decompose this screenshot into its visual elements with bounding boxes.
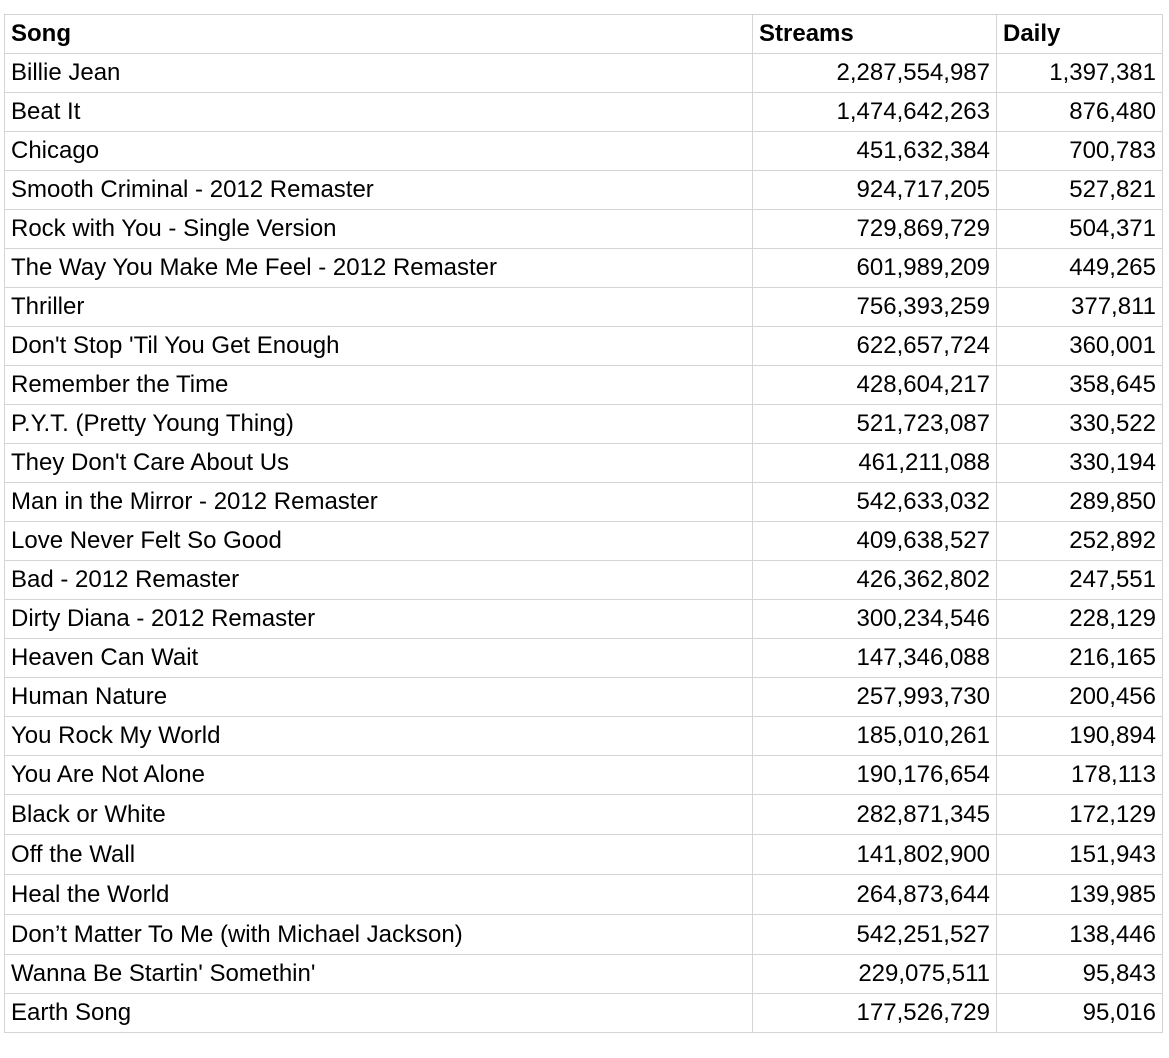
table-row: [5, 717, 1163, 756]
cell-song[interactable]: Earth Song: [5, 994, 753, 1033]
cell-song[interactable]: Beat It: [5, 93, 753, 132]
cell-streams[interactable]: 409,638,527: [753, 522, 997, 561]
cell-song[interactable]: Dirty Diana - 2012 Remaster: [5, 600, 753, 639]
cell-song[interactable]: They Don't Care About Us: [5, 444, 753, 483]
cell-daily[interactable]: 358,645: [997, 366, 1163, 405]
cell-streams[interactable]: 542,633,032: [753, 483, 997, 522]
table-row: [5, 444, 1163, 483]
cell-daily[interactable]: 247,551: [997, 561, 1163, 600]
cell-daily[interactable]: 95,843: [997, 955, 1163, 994]
cell-daily[interactable]: 252,892: [997, 522, 1163, 561]
cell-daily[interactable]: 139,985: [997, 875, 1163, 915]
cell-daily[interactable]: 360,001: [997, 327, 1163, 366]
table-row: [5, 678, 1163, 717]
cell-song[interactable]: Rock with You - Single Version: [5, 210, 753, 249]
cell-streams[interactable]: 1,474,642,263: [753, 93, 997, 132]
cell-song[interactable]: Don't Stop 'Til You Get Enough: [5, 327, 753, 366]
cell-daily[interactable]: 876,480: [997, 93, 1163, 132]
cell-streams[interactable]: 622,657,724: [753, 327, 997, 366]
table-row: [5, 171, 1163, 210]
cell-streams[interactable]: 451,632,384: [753, 132, 997, 171]
cell-daily[interactable]: 138,446: [997, 915, 1163, 955]
cell-streams[interactable]: 426,362,802: [753, 561, 997, 600]
cell-song[interactable]: Remember the Time: [5, 366, 753, 405]
header-streams[interactable]: Streams: [753, 15, 997, 54]
cell-daily[interactable]: 216,165: [997, 639, 1163, 678]
table-row: [5, 327, 1163, 366]
cell-streams[interactable]: 141,802,900: [753, 835, 997, 875]
table-row: [5, 835, 1163, 875]
cell-daily[interactable]: 200,456: [997, 678, 1163, 717]
table-row: [5, 955, 1163, 994]
cell-daily[interactable]: 95,016: [997, 994, 1163, 1033]
cell-song[interactable]: Human Nature: [5, 678, 753, 717]
cell-song[interactable]: You Rock My World: [5, 717, 753, 756]
cell-streams[interactable]: 542,251,527: [753, 915, 997, 955]
cell-streams[interactable]: 461,211,088: [753, 444, 997, 483]
cell-song[interactable]: Don’t Matter To Me (with Michael Jackson): [5, 915, 753, 955]
table-row: [5, 522, 1163, 561]
cell-song[interactable]: Bad - 2012 Remaster: [5, 561, 753, 600]
cell-daily[interactable]: 190,894: [997, 717, 1163, 756]
cell-daily[interactable]: 172,129: [997, 795, 1163, 835]
table-row: [5, 639, 1163, 678]
cell-daily[interactable]: 504,371: [997, 210, 1163, 249]
table-row: [5, 132, 1163, 171]
cell-streams[interactable]: 729,869,729: [753, 210, 997, 249]
cell-daily[interactable]: 178,113: [997, 756, 1163, 795]
cell-daily[interactable]: 228,129: [997, 600, 1163, 639]
cell-streams[interactable]: 300,234,546: [753, 600, 997, 639]
cell-song[interactable]: Smooth Criminal - 2012 Remaster: [5, 171, 753, 210]
cell-song[interactable]: The Way You Make Me Feel - 2012 Remaster: [5, 249, 753, 288]
cell-song[interactable]: Wanna Be Startin' Somethin': [5, 955, 753, 994]
cell-streams[interactable]: 190,176,654: [753, 756, 997, 795]
table-row: [5, 795, 1163, 835]
cell-daily[interactable]: 330,194: [997, 444, 1163, 483]
table-row: [5, 915, 1163, 955]
cell-daily[interactable]: 449,265: [997, 249, 1163, 288]
table-row: [5, 288, 1163, 327]
cell-daily[interactable]: 151,943: [997, 835, 1163, 875]
cell-daily[interactable]: 377,811: [997, 288, 1163, 327]
cell-streams[interactable]: 147,346,088: [753, 639, 997, 678]
cell-streams[interactable]: 924,717,205: [753, 171, 997, 210]
cell-song[interactable]: Man in the Mirror - 2012 Remaster: [5, 483, 753, 522]
cell-song[interactable]: Heaven Can Wait: [5, 639, 753, 678]
cell-streams[interactable]: 2,287,554,987: [753, 54, 997, 93]
cell-streams[interactable]: 229,075,511: [753, 955, 997, 994]
cell-song[interactable]: Black or White: [5, 795, 753, 835]
cell-song[interactable]: You Are Not Alone: [5, 756, 753, 795]
header-row: [5, 15, 1163, 54]
songs-table: [4, 14, 1163, 1033]
table-row: [5, 366, 1163, 405]
cell-streams[interactable]: 601,989,209: [753, 249, 997, 288]
cell-daily[interactable]: 289,850: [997, 483, 1163, 522]
table-row: [5, 483, 1163, 522]
cell-daily[interactable]: 330,522: [997, 405, 1163, 444]
cell-streams[interactable]: 185,010,261: [753, 717, 997, 756]
cell-streams[interactable]: 521,723,087: [753, 405, 997, 444]
cell-song[interactable]: Love Never Felt So Good: [5, 522, 753, 561]
table-row: [5, 756, 1163, 795]
cell-streams[interactable]: 177,526,729: [753, 994, 997, 1033]
table-row: [5, 249, 1163, 288]
spreadsheet: [4, 14, 1162, 1033]
cell-daily[interactable]: 1,397,381: [997, 54, 1163, 93]
table-row: [5, 561, 1163, 600]
cell-streams[interactable]: 264,873,644: [753, 875, 997, 915]
header-daily[interactable]: Daily: [997, 15, 1163, 54]
table-row: [5, 994, 1163, 1033]
cell-streams[interactable]: 428,604,217: [753, 366, 997, 405]
cell-song[interactable]: P.Y.T. (Pretty Young Thing): [5, 405, 753, 444]
table-row: [5, 875, 1163, 915]
table-row: [5, 93, 1163, 132]
cell-streams[interactable]: 756,393,259: [753, 288, 997, 327]
cell-streams[interactable]: 282,871,345: [753, 795, 997, 835]
table-row: [5, 600, 1163, 639]
cell-daily[interactable]: 700,783: [997, 132, 1163, 171]
cell-daily[interactable]: 527,821: [997, 171, 1163, 210]
table-row: [5, 54, 1163, 93]
cell-song[interactable]: Thriller: [5, 288, 753, 327]
table-row: [5, 405, 1163, 444]
table-row: [5, 210, 1163, 249]
header-song[interactable]: Song: [5, 15, 753, 54]
cell-song[interactable]: Chicago: [5, 132, 753, 171]
cell-streams[interactable]: 257,993,730: [753, 678, 997, 717]
cell-song[interactable]: Heal the World: [5, 875, 753, 915]
cell-song[interactable]: Off the Wall: [5, 835, 753, 875]
cell-song[interactable]: Billie Jean: [5, 54, 753, 93]
